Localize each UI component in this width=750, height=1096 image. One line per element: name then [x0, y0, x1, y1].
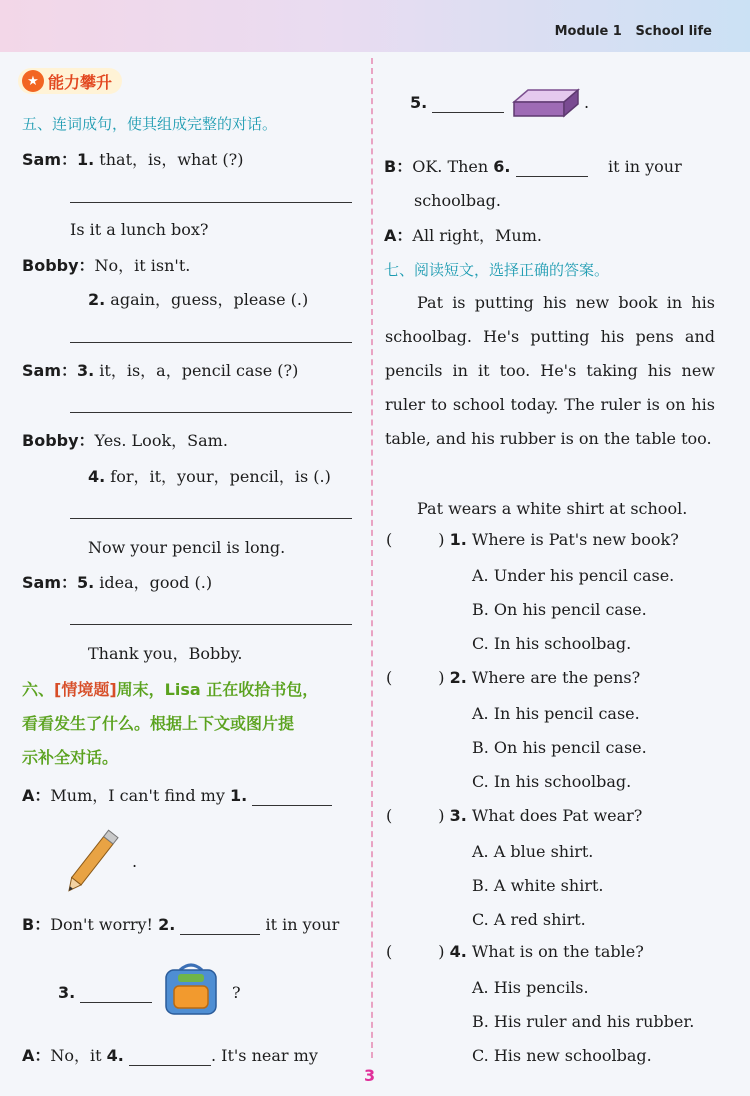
s5-line5: Sam：3. it，is，a，pencil case (?): [22, 361, 299, 380]
question-3-option[interactable]: A. A blue shirt.: [472, 842, 594, 861]
s6-b2-cont: schoolbag.: [414, 191, 501, 210]
s6-a3: A：All right，Mum.: [384, 226, 542, 245]
page-number: 3: [364, 1066, 376, 1085]
question-2-option[interactable]: C. In his schoolbag.: [472, 772, 632, 791]
s6-q5: 5.: [410, 93, 504, 113]
question-3-option[interactable]: C. A red shirt.: [472, 910, 586, 929]
pencil-illustration: [60, 826, 130, 892]
s6-q3: 3.: [58, 983, 152, 1003]
question-2-option[interactable]: B. On his pencil case.: [472, 738, 647, 757]
module-title: Module 1 School life: [554, 24, 712, 39]
s6-a1: A：Mum，I can't find my 1.: [22, 786, 332, 806]
s5-line9: Sam：5. idea，good (.): [22, 573, 213, 592]
answer-paren[interactable]: ( ): [386, 806, 445, 825]
answer-paren[interactable]: ( ): [386, 530, 445, 549]
section6-heading-1: 六、[情境题]周末，Lisa 正在收拾书包，: [22, 680, 319, 699]
question-mark-3: ?: [232, 983, 241, 1002]
blank-6[interactable]: [516, 160, 588, 177]
blank-1[interactable]: [252, 789, 332, 806]
answer-paren[interactable]: ( ): [386, 668, 445, 687]
s5-line10: Thank you，Bobby.: [88, 644, 243, 663]
question-4-option[interactable]: C. His new schoolbag.: [472, 1046, 652, 1065]
answer-line-5[interactable]: [70, 624, 352, 625]
dot-5: .: [584, 93, 590, 112]
s5-line1: Sam：1. that，is，what (?): [22, 150, 244, 169]
answer-line-2[interactable]: [70, 342, 352, 343]
question-2: ( ) 2. Where are the pens?: [386, 668, 641, 687]
reading-passage-2: Pat wears a white shirt at school.: [417, 499, 688, 518]
question-3-option[interactable]: B. A white shirt.: [472, 876, 604, 895]
s5-line8: Now your pencil is long.: [88, 538, 286, 557]
section7-heading: 七、阅读短文，选择正确的答案。: [384, 261, 610, 279]
s6-b1: B：Don't worry! 2. it in your: [22, 915, 340, 934]
reading-passage: Pat is putting his new book in his schoolbag. He's putting his pens and pencils in it too. He's taking his new ruler to school today. The ruler is on his table, and his rubber is on the table too.: [385, 293, 715, 448]
answer-line-3[interactable]: [70, 412, 352, 413]
blank-4[interactable]: [129, 1049, 211, 1066]
blank-2[interactable]: [180, 918, 260, 935]
question-4-option[interactable]: A. His pencils.: [472, 978, 589, 997]
s5-line2: Is it a lunch box?: [70, 220, 209, 239]
schoolbag-illustration: [158, 960, 224, 1018]
question-2-option[interactable]: A. In his pencil case.: [472, 704, 640, 723]
section5-heading: 五、连词成句，使其组成完整的对话。: [22, 115, 278, 133]
s5-line4: 2. again，guess，please (.): [88, 290, 309, 309]
section6-heading-3: 示补全对话。: [22, 748, 119, 767]
s6-b2: B：OK. Then 6. it in your: [384, 157, 682, 176]
blank-3[interactable]: [80, 986, 152, 1003]
answer-line-4[interactable]: [70, 518, 352, 519]
column-divider: [371, 58, 373, 1058]
question-4: ( ) 4. What is on the table?: [386, 942, 644, 961]
s6-a2: A：No，it 4. . It's near my: [22, 1046, 318, 1065]
ability-badge: ★ 能力攀升: [18, 68, 122, 94]
blank-5[interactable]: [432, 96, 504, 113]
section6-heading-2: 看看发生了什么。根据上下文或图片提: [22, 714, 295, 733]
rocket-icon: ★: [22, 70, 44, 92]
dot-1: .: [132, 852, 138, 871]
question-1-option[interactable]: B. On his pencil case.: [472, 600, 647, 619]
answer-line-1[interactable]: [70, 202, 352, 203]
question-4-option[interactable]: B. His ruler and his rubber.: [472, 1012, 695, 1031]
question-3: ( ) 3. What does Pat wear?: [386, 806, 643, 825]
question-1: ( ) 1. Where is Pat's new book?: [386, 530, 679, 549]
answer-paren[interactable]: ( ): [386, 942, 445, 961]
s5-line6: Bobby：Yes. Look，Sam.: [22, 431, 228, 450]
question-1-option[interactable]: C. In his schoolbag.: [472, 634, 632, 653]
rubber-illustration: [508, 86, 582, 120]
s5-line7: 4. for，it，your，pencil，is (.): [88, 467, 331, 486]
s5-line3: Bobby：No，it isn't.: [22, 256, 191, 275]
question-1-option[interactable]: A. Under his pencil case.: [472, 566, 675, 585]
